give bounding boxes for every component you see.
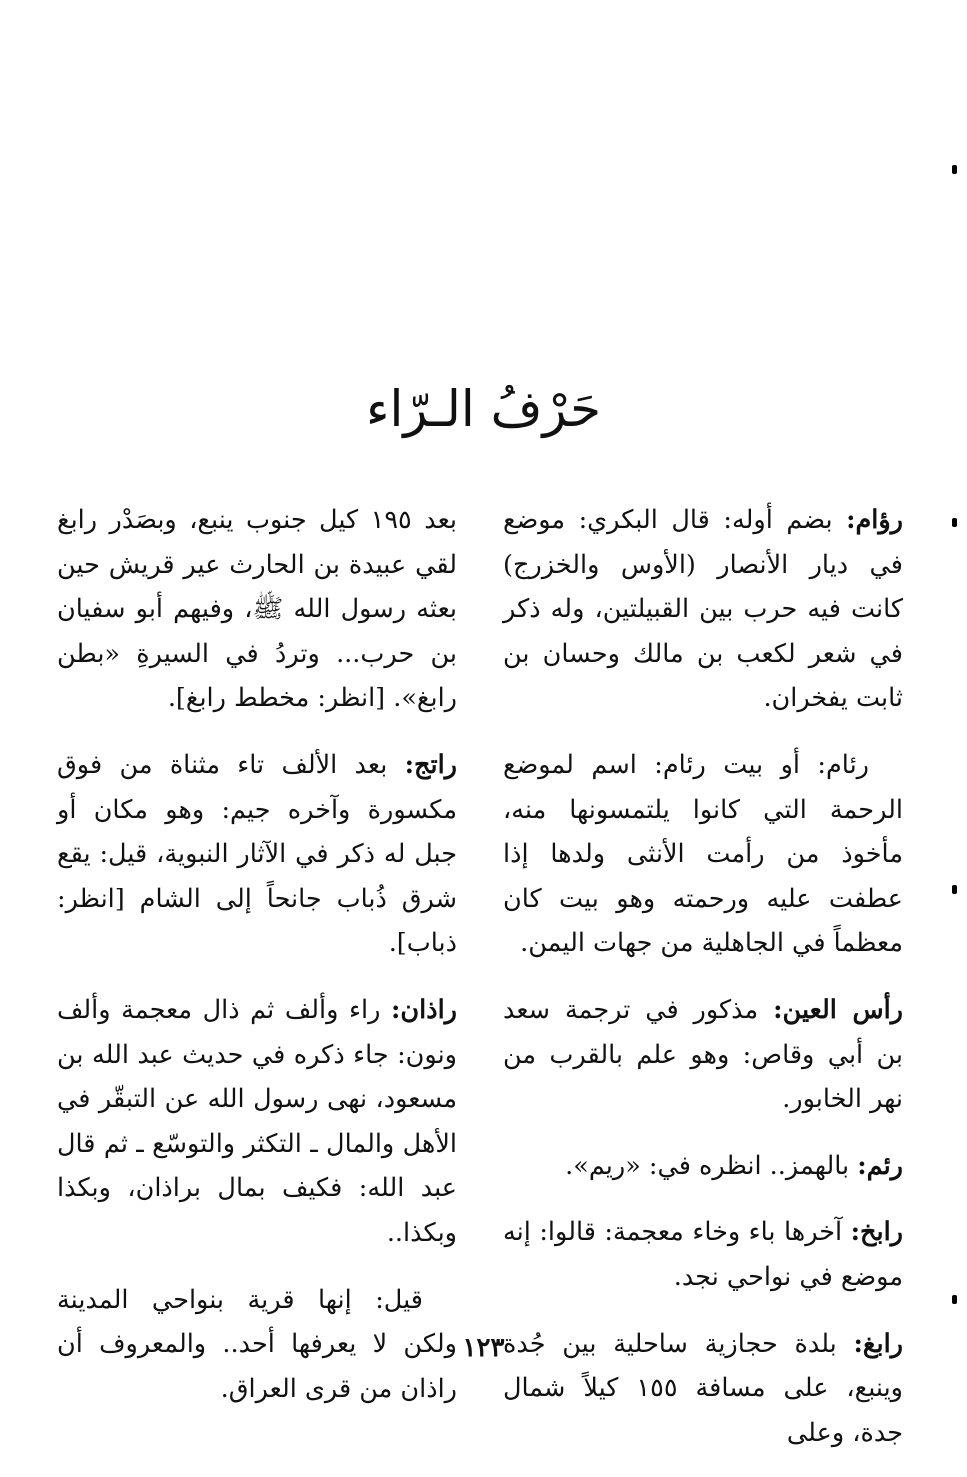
headword: رأس العين:	[773, 994, 903, 1025]
headword: رئم:	[857, 1150, 903, 1181]
headword: رؤام:	[846, 505, 903, 535]
entry-text: بلدة حجازية ساحلية بين جُدة وينبع، على مسافة ١٥٥ كيلاً شمال جدة، وعلى	[503, 1328, 904, 1448]
margin-dot	[952, 885, 957, 894]
headword: راذان:	[391, 994, 457, 1025]
chapter-title: حَرْفُ الـرّاء	[366, 380, 601, 438]
headword: رابخ:	[850, 1217, 903, 1248]
entry-ratij	[57, 743, 457, 966]
entry-ras-al-ain	[503, 988, 903, 1122]
page-number: ١٢٣	[462, 1333, 505, 1363]
entry-text: قيل: إنها قرية بنواحي المدينة ولكن لا يعرفها أحد.. والمعروف أن راذان من قرى العراق.	[57, 1284, 457, 1404]
left-column	[57, 498, 457, 1433]
entry-text: بضم أوله: قال البكري: موضع في ديار الأنصار (الأوس والخزرج) كانت فيه حرب بين القبيلتين، وله ذكر في شعر لكعب بن مالك وحسان بن ثابت يفخران.	[503, 505, 903, 714]
margin-dot	[952, 1295, 957, 1304]
entry-text: رئام: أو بيت رئام: اسم لموضع الرحمة التي كانوا يلتمسونها منه، مأخوذ من رأمت الأنثى ولدها إذا عطفت عليه ورحمته وهو بيت كان معظماً في الجاهلية من جهات اليمن.	[503, 749, 903, 959]
entry-ruam	[503, 498, 903, 721]
entry-text: بعد ١٩٥ كيل جنوب ينبع، وبصَدْر رابغ لقي عبيدة بن الحارث عير قريش حين بعثه رسول الله ﷺ، وفيهم أبو سفيان بن حرب... وتردُ في السيرةِ «بطن رابغ». [انظر: مخطط رابغ].	[57, 505, 457, 714]
headword: رابغ:	[853, 1328, 903, 1359]
entry-text: بالهمز.. انظره في: «ريم».	[565, 1150, 858, 1181]
entry-riam	[503, 743, 903, 966]
entry-text: مذكور في ترجمة سعد بن أبي وقاص: وهو علم بالقرب من نهر الخابور.	[503, 994, 903, 1115]
entry-text: آخرها باء وخاء معجمة: قالوا: إنه موضع في نواحي نجد.	[503, 1217, 903, 1292]
entry-radhan	[57, 988, 457, 1256]
entry-text: راء وألف ثم ذال معجمة وألف ونون: جاء ذكره في حديث عبد الله بن مسعود، نهى رسول الله عن التبقّر في الأهل والمال ـ التكثر والتوسّع ـ ثم قال عبد الله: فكيف بمال براذان، وبكذا وبكذا..	[57, 994, 457, 1248]
entry-rabikh	[503, 1210, 903, 1299]
headword: راتج:	[404, 749, 457, 780]
entry-riam-hamz	[503, 1144, 903, 1189]
right-column	[503, 498, 903, 1477]
margin-dot	[952, 165, 957, 174]
entry-rabigh-continued	[57, 498, 457, 721]
margin-dot	[952, 518, 957, 527]
entry-text: بعد الألف تاء مثناة من فوق مكسورة وآخره جيم: وهو مكان أو جبل له ذكر في الآثار النبوية، قيل: يقع شرق ذُباب جانحاً إلى الشام [انظر: ذباب].	[57, 749, 457, 959]
